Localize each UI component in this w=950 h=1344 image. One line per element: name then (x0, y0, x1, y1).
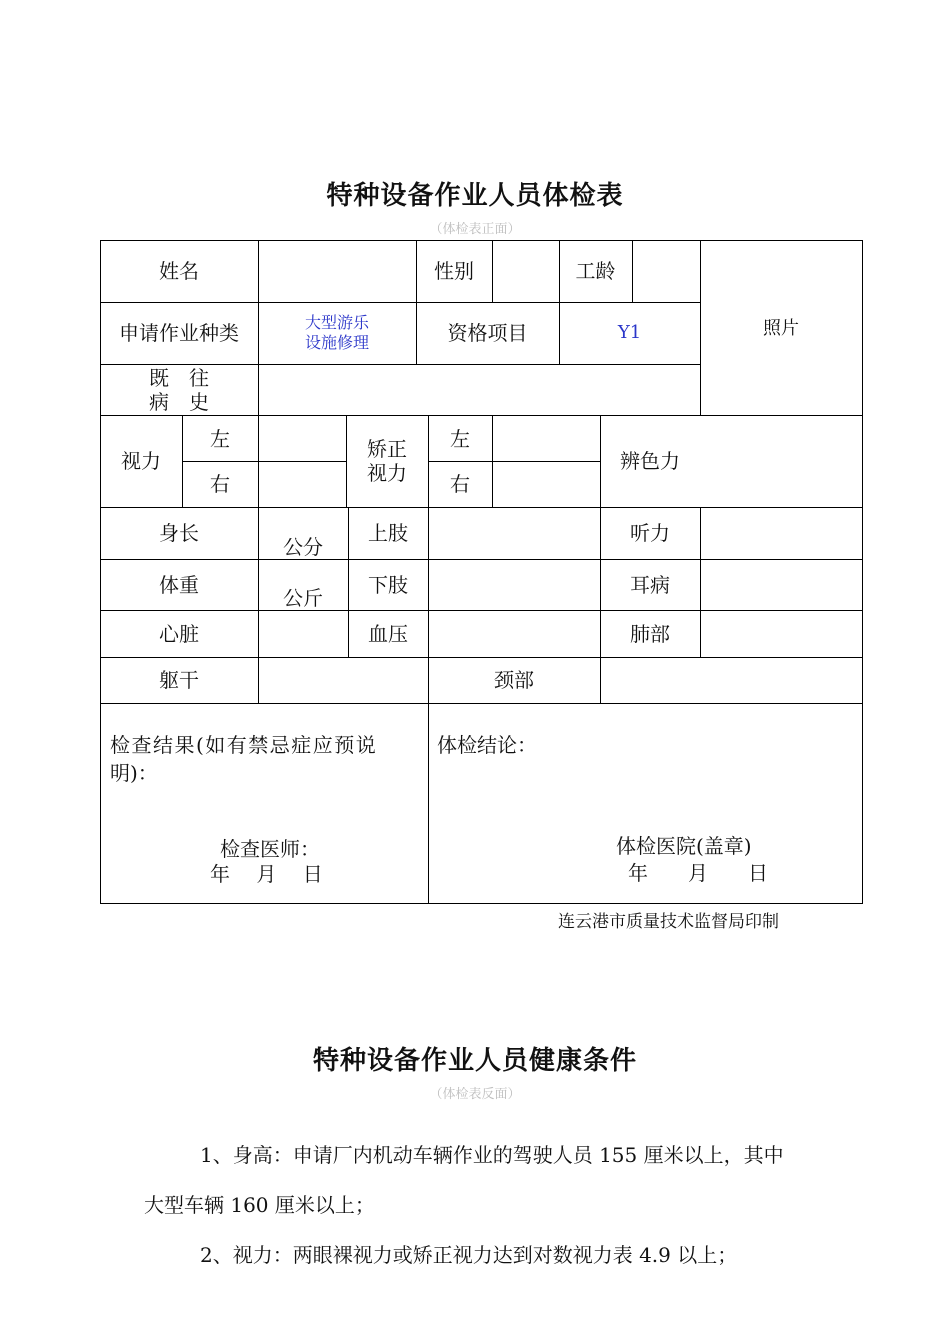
label-lower-limb: 下肢 (368, 573, 408, 597)
hospital-label: 体检医院(盖章) (616, 834, 752, 858)
label-vision: 视力 (121, 449, 161, 473)
field-trunk[interactable] (258, 657, 428, 703)
label-vision-right: 右 (210, 472, 230, 496)
unit-cm: 公分 (283, 535, 323, 559)
field-blood-pressure[interactable] (428, 610, 600, 657)
field-color-vision[interactable] (700, 415, 862, 507)
label-neck: 颈部 (494, 668, 534, 692)
field-work-years[interactable] (632, 240, 700, 302)
label-medical-history (100, 364, 258, 415)
label-ear-disease: 耳病 (630, 573, 670, 597)
field-gender[interactable] (492, 240, 559, 302)
printer-footer: 连云港市质量技术监督局印制 (558, 912, 779, 932)
label-gender: 性别 (434, 259, 474, 283)
label-trunk: 躯干 (159, 668, 199, 692)
field-vision-right[interactable] (258, 461, 346, 507)
label-photo: 照片 (763, 318, 799, 339)
field-hearing[interactable] (700, 507, 862, 559)
history-line2: 病 史 (149, 389, 209, 414)
value-job-type[interactable] (258, 302, 416, 364)
field-neck[interactable] (600, 657, 862, 703)
field-medical-history[interactable] (258, 364, 700, 415)
field-lungs[interactable] (700, 610, 862, 657)
condition-item-2: 2、视力：两眼裸视力或矫正视力达到对数视力表 4.9 以上； (200, 1243, 738, 1267)
field-upper-limb[interactable] (428, 507, 600, 559)
field-heart[interactable] (258, 610, 348, 657)
field-corrected-right[interactable] (492, 461, 600, 507)
label-job-type: 申请作业种类 (119, 321, 239, 345)
corrected-line2: 视力 (367, 461, 407, 485)
field-name[interactable] (258, 240, 416, 302)
field-corrected-left[interactable] (492, 415, 600, 461)
doctor-label: 检查医师： (220, 837, 320, 861)
conclusion-section[interactable] (428, 703, 862, 903)
hospital-date: 年 月 日 (628, 861, 768, 885)
photo-box (700, 240, 862, 415)
label-blood-pressure: 血压 (368, 621, 408, 646)
condition-item-1-line1: 1、身高：申请厂内机动车辆作业的驾驶人员 155 厘米以上，其中 (200, 1143, 784, 1167)
back-subtitle: （体检表反面） (429, 1087, 521, 1102)
conclusion-label: 体检结论： (437, 733, 537, 757)
exam-result-label-line2: 明)： (110, 761, 158, 785)
history-line1: 既 往 (149, 365, 209, 390)
label-lungs: 肺部 (630, 621, 670, 646)
unit-kg: 公斤 (283, 586, 323, 610)
label-weight: 体重 (159, 573, 199, 597)
label-qualification: 资格项目 (447, 321, 528, 345)
field-lower-limb[interactable] (428, 559, 600, 610)
form-title: 特种设备作业人员体检表 (326, 181, 624, 211)
condition-item-1-line2: 大型车辆 160 厘米以上； (144, 1193, 375, 1217)
label-upper-limb: 上肢 (368, 521, 408, 545)
exam-result-label-line1: 检查结果(如有禁忌症应预说 (110, 733, 378, 757)
corrected-line1: 矫正 (367, 437, 407, 461)
job-type-line2: 设施修理 (304, 333, 369, 352)
back-title: 特种设备作业人员健康条件 (312, 1046, 637, 1076)
job-type-line1: 大型游乐 (304, 313, 369, 332)
field-ear-disease[interactable] (700, 559, 862, 610)
field-vision-left[interactable] (258, 415, 346, 461)
label-name: 姓名 (159, 259, 199, 283)
label-corrected-left: 左 (450, 427, 470, 451)
label-vision-left: 左 (210, 427, 230, 451)
value-qualification[interactable]: Y1 (617, 322, 642, 344)
label-corrected-vision (346, 415, 428, 507)
label-color-vision: 辨色力 (620, 449, 680, 473)
label-work-years: 工龄 (575, 259, 616, 283)
label-height: 身长 (159, 521, 199, 545)
exam-result-section[interactable] (100, 703, 428, 903)
label-heart: 心脏 (159, 621, 199, 646)
label-hearing: 听力 (630, 521, 670, 545)
form-subtitle: （体检表正面） (429, 222, 521, 237)
doctor-date: 年 月 日 (210, 862, 323, 886)
label-corrected-right: 右 (450, 472, 470, 496)
